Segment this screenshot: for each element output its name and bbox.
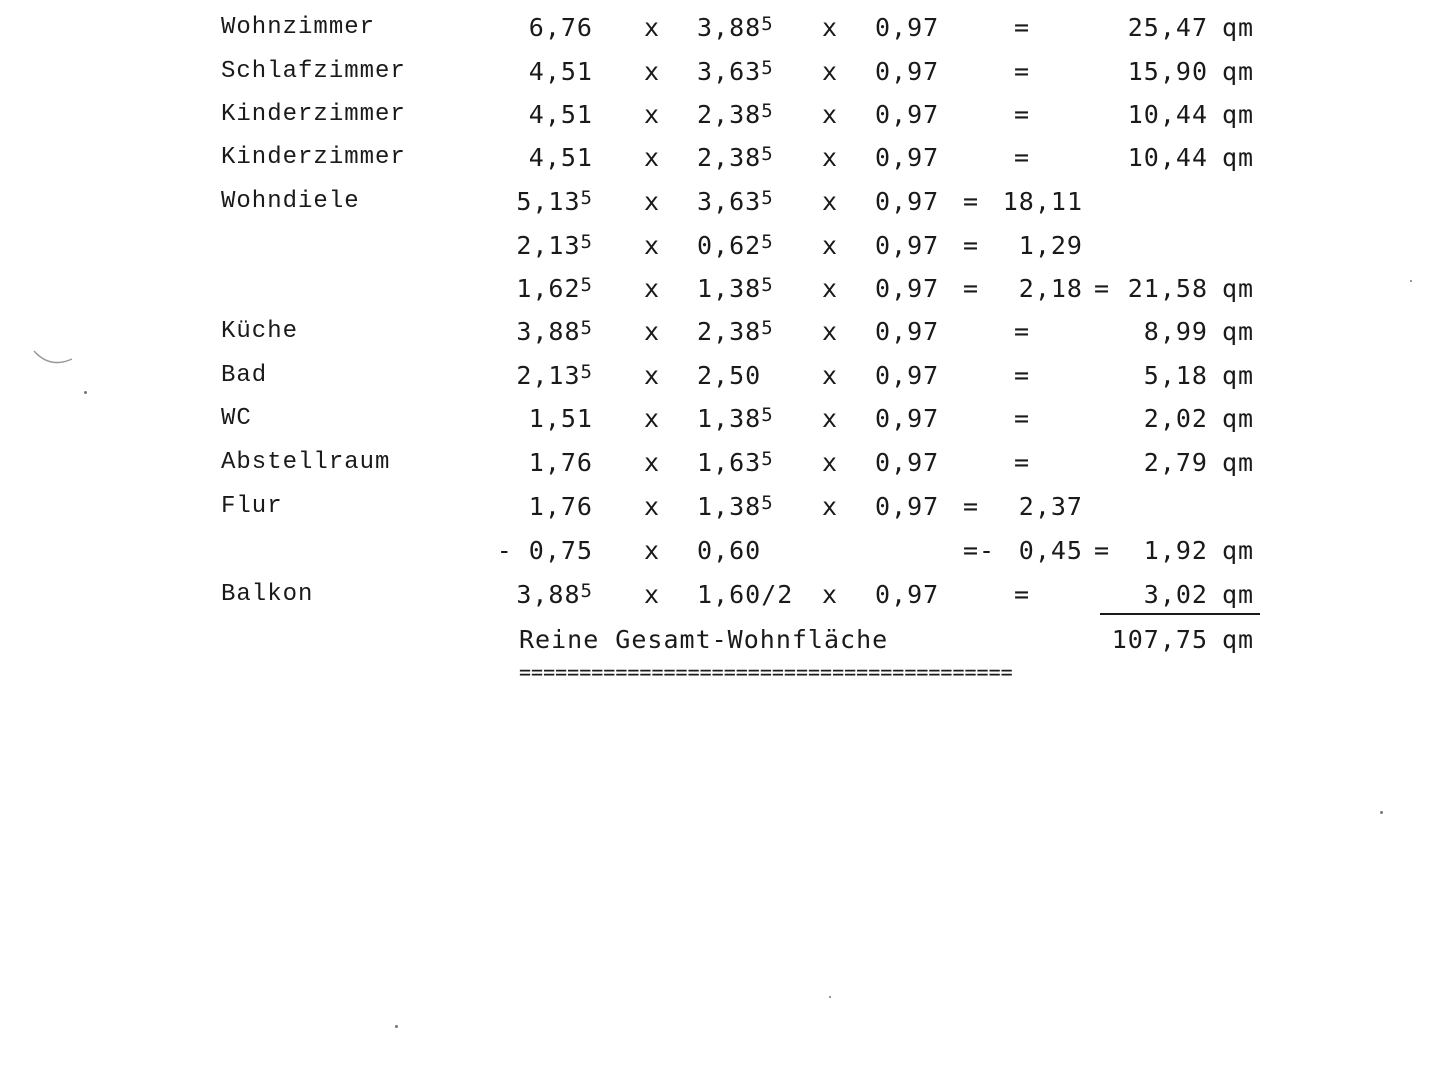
room-name-text: Abstellraum	[221, 449, 391, 476]
length-value	[500, 575, 593, 615]
area-unit-text: qm	[1222, 57, 1255, 86]
times-sign	[822, 312, 838, 352]
scan-speck	[829, 996, 831, 998]
times-sign-text: x	[822, 143, 839, 172]
table-row	[0, 399, 1440, 439]
factor-value	[875, 443, 939, 483]
width-value	[697, 443, 774, 483]
factor-value-text: 0,97	[875, 13, 940, 42]
times-sign-text: x	[822, 13, 839, 42]
times-sign-text: x	[644, 100, 661, 129]
times-sign	[644, 52, 660, 92]
length-value	[480, 531, 593, 571]
length-value	[500, 138, 593, 178]
equals-sign-text: =	[1014, 100, 1031, 129]
length-value-text: 1,51	[528, 404, 593, 433]
summary-unit: qm	[1222, 625, 1255, 654]
superscript-digit: 5	[761, 143, 774, 165]
times-sign	[822, 575, 838, 615]
length-value-text: 4,51	[528, 143, 593, 172]
area-total	[1060, 95, 1208, 135]
partial-area	[995, 226, 1083, 266]
table-row	[0, 8, 1440, 48]
length-value	[500, 95, 593, 135]
superscript-digit: 5	[761, 187, 774, 209]
scan-mark	[30, 345, 80, 370]
times-sign-text: x	[644, 231, 661, 260]
superscript-digit: 5	[580, 580, 593, 602]
area-unit-text: qm	[1222, 13, 1255, 42]
length-value-text: 5,13	[516, 187, 581, 216]
equals-sign-text: =	[963, 231, 980, 260]
times-sign-text: x	[822, 404, 839, 433]
equals-sign-text: =-	[963, 536, 996, 565]
room-name-text: Küche	[221, 318, 299, 345]
table-row	[0, 531, 1440, 571]
width-value	[697, 575, 793, 615]
width-value	[697, 399, 774, 439]
factor-value-text: 0,97	[875, 187, 940, 216]
area-unit	[1222, 575, 1254, 615]
area-total	[1060, 443, 1208, 483]
area-total-text: 2,02	[1143, 404, 1208, 433]
times-sign	[644, 95, 660, 135]
room-name-text: Balkon	[221, 581, 314, 608]
width-value	[697, 52, 774, 92]
table-row	[0, 182, 1440, 222]
superscript-digit: 5	[761, 317, 774, 339]
area-unit-text: qm	[1222, 448, 1255, 477]
length-value-text: 3,88	[516, 317, 581, 346]
times-sign	[822, 8, 838, 48]
length-value	[500, 399, 593, 439]
width-value	[697, 312, 774, 352]
area-total	[1060, 8, 1208, 48]
times-sign	[644, 487, 660, 527]
area-unit	[1222, 52, 1254, 92]
width-value-text: 0,60	[697, 536, 762, 565]
factor-value-text: 0,97	[875, 492, 940, 521]
superscript-digit: 5	[580, 187, 593, 209]
times-sign-text: x	[644, 13, 661, 42]
area-unit	[1222, 399, 1254, 439]
room-name	[221, 182, 360, 222]
times-sign-text: x	[644, 580, 661, 609]
times-sign	[822, 356, 838, 396]
times-sign	[644, 269, 660, 309]
partial-area	[995, 487, 1083, 527]
area-total-text: 25,47	[1127, 13, 1208, 42]
equals-sign-text: =	[963, 274, 980, 303]
factor-value	[875, 226, 939, 266]
factor-value-text: 0,97	[875, 361, 940, 390]
table-row	[0, 95, 1440, 135]
times-sign-text: x	[822, 274, 839, 303]
room-name-text: Bad	[221, 362, 268, 389]
scan-speck	[395, 1025, 398, 1028]
equals-sign-text: =	[1014, 404, 1031, 433]
room-name-text: Flur	[221, 493, 283, 520]
area-unit	[1222, 443, 1254, 483]
table-row	[0, 443, 1440, 483]
factor-value	[875, 269, 939, 309]
partial-area-text: 1,29	[1018, 231, 1083, 260]
times-sign-text: x	[822, 187, 839, 216]
partial-area	[995, 182, 1083, 222]
width-value-text: 2,38	[697, 317, 762, 346]
times-sign	[644, 226, 660, 266]
area-total-text: 21,58	[1127, 274, 1208, 303]
superscript-digit: 5	[580, 274, 593, 296]
length-value	[500, 487, 593, 527]
factor-value	[875, 399, 939, 439]
times-sign	[822, 443, 838, 483]
times-sign-text: x	[644, 187, 661, 216]
equals-sign-text: =	[1094, 536, 1111, 565]
width-value-text: 1,38	[697, 492, 762, 521]
summary-label: Reine Gesamt-Wohnfläche	[519, 625, 889, 654]
times-sign-text: x	[644, 143, 661, 172]
equals-sign-text: =	[963, 187, 980, 216]
times-sign	[822, 269, 838, 309]
factor-value-text: 0,97	[875, 100, 940, 129]
scan-speck	[1380, 811, 1383, 814]
factor-value-text: 0,97	[875, 404, 940, 433]
area-total-text: 2,79	[1143, 448, 1208, 477]
area-total-text: 8,99	[1143, 317, 1208, 346]
partial-area-text: 18,11	[1002, 187, 1083, 216]
length-value-text: 4,51	[528, 57, 593, 86]
times-sign	[822, 226, 838, 266]
table-row	[0, 487, 1440, 527]
times-sign	[644, 399, 660, 439]
room-name	[221, 312, 298, 352]
area-unit	[1222, 138, 1254, 178]
factor-value-text: 0,97	[875, 143, 940, 172]
equals-sign-text: =	[1014, 57, 1031, 86]
width-value-text: 0,62	[697, 231, 762, 260]
times-sign	[644, 356, 660, 396]
area-total-text: 1,92	[1143, 536, 1208, 565]
times-sign	[644, 138, 660, 178]
width-value-text: 3,88	[697, 13, 762, 42]
table-row	[0, 356, 1440, 396]
equals-sign-text: =	[963, 492, 980, 521]
area-unit-text: qm	[1222, 361, 1255, 390]
room-name-text: Kinderzimmer	[221, 101, 406, 128]
area-total	[1060, 138, 1208, 178]
superscript-digit: 5	[761, 231, 774, 253]
times-sign-text: x	[822, 231, 839, 260]
length-value-text: 2,13	[516, 231, 581, 260]
room-name-text: Wohnzimmer	[221, 14, 376, 41]
room-name-text: Kinderzimmer	[221, 144, 406, 171]
area-unit-text: qm	[1222, 580, 1255, 609]
partial-area-text: 0,45	[1018, 536, 1083, 565]
room-name-text: Wohndiele	[221, 188, 360, 215]
equals-sign-text: =	[1014, 448, 1031, 477]
factor-value	[875, 52, 939, 92]
width-value-text: 1,38	[697, 404, 762, 433]
equals-sign-text: =	[1014, 580, 1031, 609]
room-name	[221, 8, 375, 48]
length-value-text: 4,51	[528, 100, 593, 129]
width-value-text: 2,38	[697, 100, 762, 129]
times-sign-text: x	[644, 57, 661, 86]
length-value-text: 1,76	[528, 492, 593, 521]
times-sign	[822, 399, 838, 439]
table-row	[0, 575, 1440, 615]
area-total-text: 15,90	[1127, 57, 1208, 86]
factor-value	[875, 95, 939, 135]
length-value	[500, 52, 593, 92]
superscript-digit: 5	[761, 274, 774, 296]
equals-sign-text: =	[1094, 274, 1111, 303]
times-sign-text: x	[644, 492, 661, 521]
table-row	[0, 138, 1440, 178]
length-value	[500, 8, 593, 48]
times-sign	[644, 8, 660, 48]
area-total	[1060, 531, 1208, 571]
sum-underline	[1100, 613, 1260, 615]
width-value	[697, 95, 774, 135]
area-total	[1060, 356, 1208, 396]
width-value	[697, 182, 774, 222]
times-sign	[644, 531, 660, 571]
width-value-text: 1,38	[697, 274, 762, 303]
area-unit-text: qm	[1222, 143, 1255, 172]
factor-value	[875, 312, 939, 352]
times-sign-text: x	[822, 580, 839, 609]
superscript-digit: 5	[761, 13, 774, 35]
summary-row	[0, 620, 1440, 660]
area-total	[1060, 399, 1208, 439]
area-unit-text: qm	[1222, 536, 1255, 565]
width-value-text: 2,50	[697, 361, 762, 390]
length-value	[500, 182, 593, 222]
width-value	[697, 531, 761, 571]
equals-sign-text: =	[1014, 13, 1031, 42]
factor-value	[875, 8, 939, 48]
superscript-digit: 5	[580, 317, 593, 339]
superscript-digit: 5	[761, 448, 774, 470]
times-sign	[822, 95, 838, 135]
area-unit	[1222, 8, 1254, 48]
times-sign-text: x	[644, 448, 661, 477]
equals-sign-text: =	[1014, 317, 1031, 346]
length-value	[500, 269, 593, 309]
factor-value	[875, 356, 939, 396]
factor-value-text: 0,97	[875, 448, 940, 477]
superscript-digit: 5	[761, 100, 774, 122]
factor-value	[875, 182, 939, 222]
length-value-text: 1,76	[528, 448, 593, 477]
area-total-text: 10,44	[1127, 143, 1208, 172]
factor-value-text: 0,97	[875, 317, 940, 346]
table-row	[0, 52, 1440, 92]
room-name	[221, 399, 252, 439]
times-sign-text: x	[822, 100, 839, 129]
area-unit	[1222, 269, 1254, 309]
factor-value-text: 0,97	[875, 57, 940, 86]
times-sign-text: x	[822, 361, 839, 390]
room-name	[221, 95, 406, 135]
superscript-digit: 5	[761, 492, 774, 514]
width-value	[697, 487, 774, 527]
superscript-digit: 5	[580, 361, 593, 383]
length-value-text: - 0,75	[496, 536, 593, 565]
length-value-text: 6,76	[528, 13, 593, 42]
area-unit	[1222, 531, 1254, 571]
room-name	[221, 487, 283, 527]
times-sign	[644, 182, 660, 222]
area-total-text: 3,02	[1143, 580, 1208, 609]
area-total	[1060, 269, 1208, 309]
length-value	[500, 356, 593, 396]
times-sign-text: x	[644, 317, 661, 346]
partial-area-text: 2,18	[1018, 274, 1083, 303]
length-value-text: 1,62	[516, 274, 581, 303]
times-sign-text: x	[822, 317, 839, 346]
times-sign	[644, 575, 660, 615]
equals-sign-text: =	[1014, 143, 1031, 172]
area-total	[1060, 312, 1208, 352]
scan-speck	[1410, 280, 1412, 282]
superscript-digit: 5	[761, 404, 774, 426]
width-value	[697, 269, 774, 309]
factor-value	[875, 138, 939, 178]
equals-sign-text: =	[1014, 361, 1031, 390]
factor-value	[875, 575, 939, 615]
summary-total: 107,75	[1111, 625, 1208, 654]
width-value	[697, 226, 774, 266]
room-name	[221, 356, 267, 396]
area-unit	[1222, 312, 1254, 352]
room-name	[221, 52, 406, 92]
width-value	[697, 138, 774, 178]
times-sign-text: x	[822, 492, 839, 521]
room-name-text: WC	[221, 405, 252, 432]
width-value-text: 2,38	[697, 143, 762, 172]
area-total	[1060, 575, 1208, 615]
width-value-text: 1,63	[697, 448, 762, 477]
scan-speck	[84, 391, 87, 394]
room-name	[221, 443, 390, 483]
superscript-digit: 5	[761, 57, 774, 79]
width-value	[697, 356, 761, 396]
times-sign	[822, 138, 838, 178]
table-row	[0, 269, 1440, 309]
area-unit-text: qm	[1222, 100, 1255, 129]
table-row	[0, 312, 1440, 352]
length-value	[500, 312, 593, 352]
area-total-text: 10,44	[1127, 100, 1208, 129]
times-sign	[822, 487, 838, 527]
length-value-text: 2,13	[516, 361, 581, 390]
times-sign	[822, 182, 838, 222]
width-value-text: 3,63	[697, 57, 762, 86]
times-sign	[644, 312, 660, 352]
room-name	[221, 575, 313, 615]
area-unit	[1222, 95, 1254, 135]
factor-value-text: 0,97	[875, 580, 940, 609]
times-sign	[644, 443, 660, 483]
area-unit-text: qm	[1222, 274, 1255, 303]
area-unit-text: qm	[1222, 404, 1255, 433]
room-name	[221, 138, 406, 178]
length-value	[500, 226, 593, 266]
factor-value-text: 0,97	[875, 231, 940, 260]
times-sign-text: x	[644, 361, 661, 390]
factor-value-text: 0,97	[875, 274, 940, 303]
times-sign-text: x	[644, 536, 661, 565]
times-sign-text: x	[822, 448, 839, 477]
times-sign-text: x	[644, 404, 661, 433]
factor-value	[875, 487, 939, 527]
partial-area-text: 2,37	[1018, 492, 1083, 521]
superscript-digit: 5	[580, 231, 593, 253]
width-value-text: 3,63	[697, 187, 762, 216]
area-unit-text: qm	[1222, 317, 1255, 346]
room-name-text: Schlafzimmer	[221, 58, 406, 85]
times-sign-text: x	[822, 57, 839, 86]
area-unit	[1222, 356, 1254, 396]
area-total-text: 5,18	[1143, 361, 1208, 390]
length-value-text: 3,88	[516, 580, 581, 609]
width-value-text: 1,60/2	[697, 580, 794, 609]
table-row	[0, 226, 1440, 266]
length-value	[500, 443, 593, 483]
width-value	[697, 8, 774, 48]
area-total	[1060, 52, 1208, 92]
times-sign-text: x	[644, 274, 661, 303]
times-sign	[822, 52, 838, 92]
double-underline-rule: =========================================	[519, 660, 1013, 684]
